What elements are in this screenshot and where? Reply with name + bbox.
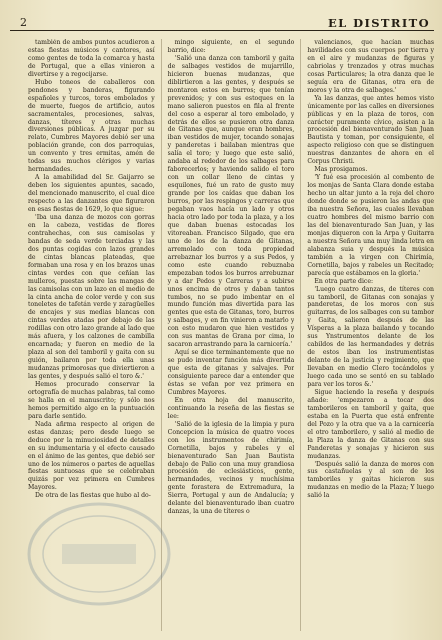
article-paragraph: En otra hoja del manuscrito, continuando la reseña de las fiestas se lee: (167, 396, 295, 420)
article-paragraph: 'Iba una danza de mozos con gorras en la cabeza, vestidas de flores contrahechas, con sus camisolas y bandas de seda verde terciadas y las dos puntas cogidas con lazos grandes de cintas blancas plateadas, que formaban una rosa y en los brazos unas cintas verdes con que ceñían las mulleros, puestas sobre las mangas de las camisolas con un lazo en el medio de la cinta ancha de color verde y con sus toneletes de tafetán verde y zaragüelles de encajes y sus medias blancas con cintas verdes atadas por debajo de las rodillas con otro lazo grande al lado que más afuera, y los calzones de cambilla encarnada; y fueron en medio de la plaza al son del tamboril y gaita con su guión, bailaron por toda ella unas mudanzas primorosas que diviertieron a las gentes, y después salió el toro &.' (28, 213, 155, 381)
article-paragraph: Ya las danzas, que antes hemos visto únicamente por las calles en diversiones públicas y en la plaza de toros, con carácter puramente cívico, asisten a la procesión del bienaventurado San Juan Bautista y toman, por consiguiente, el aspecto religioso con que se distinguen nuestras danzantes de ahora en el Corpus Christi. (307, 94, 434, 166)
article-paragraph: Sigue haciendo la reseña y después añade: 'empezaron a tocar dos tamborileros en tamboril y gaita, que estaba en la Puerta que está enfrente del Pozo y la otra que va a la carnicería el otro tamborilero, y salió al medio de la Plaza la danza de Gitanas con sus Panderetas y sonajas y hicieron sus mudanzas. (307, 388, 434, 460)
article-paragraph: 'Luego cuatro danzas, de títeres con su tamboril, de Gitanas con sonajas y panderetas, de los moros con sus guitarras, de los salbages con su tambor y Gaita, salieron después de las Vísperas a la plaza bailando y tocando sus Ynstrumentos delante de los cabildos de las hermandades y detrás de estos iban los instrumentistas delante de la justicia y regimiento, que llevaban en medio Clero tocándolos y luego cada uno se sentó en su tablado para ver los toros &.' (307, 285, 434, 388)
page-header (10, 12, 434, 31)
article-paragraph: Aquí se dice terminantemente que no se pudo inventar función más divertida que esta de gitanas y salvajes. Por consiguiente parece dar a entender que éstas se vefan por vez primera en Cumbres Mayores. (167, 349, 295, 396)
article-paragraph: valencianos, que hacían muchas havilidades con sus cuerpos por tierra y en el aire y mudanzas de figuras y cabriolas y trenzados y otras muchas cosas Particulares; la otra danza que le seguía era de Gitanas, otra era de moros y la otra de salbages.' (307, 39, 434, 94)
masthead-title: EL DISTRITO (328, 16, 430, 30)
article-paragraph: también de ambos puntos acudieron a estas fiestas músicos y cantores, así como gentes de toda la comarca y hasta de Portugal, que a ellas vinieron a divertirse y a regocijarse. (28, 39, 155, 78)
article-paragraph: mingo siguiente, en el segundo barrio, dice: (167, 39, 295, 54)
article-paragraph: 'Y fué esa procesión al combento de los monjas de Santa Clara donde estaba hecho un altar junto a la reja del choro donde donde se pusieron las andas que iba nuestra Señora, las cuales llevaban cuatro hombres del mismo barrio con las del bienaventurado San Juan, y las monjas diqueron con la Arpa y Guitarra a nuestra Señora una muy linda letra en alabanza suia y después la música también a la virgen con Chirimía, Cornetilla, bajos y rabeles un Recitado; parecía que estábamos en la gloria.' (307, 174, 434, 277)
article-paragraph: 'Salió una danza con tamboril y gaita de salbages vestidos de mujarrillo, hicieron buenas mudanzas, que diblirtieron a las gentes, y después se montaron estos en burros; que tenían prevenidos; y con sus estoques en la mano salieron puestos en fila al frente del coso a esperar al toro embolado, y detrás de ellos se pusieron otra danza de Gitanas que, aunque eran hombres, iban vestidos de mujer, tocando sonajas y panderetas i bailaban mientras que salía el toro; y luego que este salió, andaba al rededor de los salbages para faborecerlos; y haviendo salido el toro con un collar lleno de cintas y esquilones, fué un rato de gusto muy grande por los caídas que daban los burros, por las respingos y carreras que pegaban vaos hacía un lado y otros hacia otro lado por toda la plaza, y a los que daban buenas estocadas los vitoreaban. Francisco Silgado, que era uno de los de la danza de Gitanas, arremolado con toda propiedad arrebaznar los burros y a sus Pedos, y como este cuando rebuznaba empezaban todos los burros arrebuznar y a dar Pedos y Carreras y a subirse unos encima de otros y daban tantos tumbos, no se pudo imbentar en el mundo función mas divertida para las gentes que esta de Gitanas, toro, burros y salbages, y en fin vinieron a matarlo y con esto mudaron que hien vestidos y con sus mantas de Grana por cima, lo sacaron arrastrando para la carnicería.' (167, 54, 295, 349)
article-paragraph: 'Salió de la iglesia de la limpia y pura Concepcion la música de quatro voces con los instrumentos de chirimía, Cornetilla, bajos y rabeles y el bienaventurado San Juan Bautista debajo de Palio con una muy grandiosa procesión de eclesiásticos, gente, hermandades, vecinos y muchísima gente forastera de Extremadura, la Sierra, Portugal y aun de Andalucía; y delante del bienaventurado iban cuatro danzas, la una de títeres o (167, 420, 295, 516)
column-3 (300, 39, 434, 631)
column-2 (161, 39, 295, 631)
article-columns (10, 39, 434, 631)
article-paragraph: Mas prosigamos. (314, 166, 368, 174)
article-paragraph: De otra de las fiestas que hubo al do- (35, 492, 151, 500)
article-paragraph: Hubo toneos de caballeros con pendones y banderas, figurando españoles y turcos, toros embolados y de muerte, fuegos de artificio, autos sacramentales, procesiones, salvas, danzas, títeres y otras muchas diversiones públicas. A juzgar por su relato, Cumbres Mayores debió ser una población grande, con dos parroquias, un convento y tres ermitas, amén de todas sus muchos clérigos y varias hermandades. (28, 78, 155, 174)
article-paragraph: Nada añrma respecto al origen de estas danzas; pero desde luego se deduce por la minuciosidad de detalles en su indumentaria y el efecto causado en el ánimo de las gentes, que debió ser uno de los números o partes de aquellas fiestas suntuosas que se celebraban quizás por vez primera en Cumbres Mayores. (28, 420, 155, 492)
article-paragraph: A la amabilidad del Sr. Gaijarro se deben los siguientes apuntes, sacado, del mencionado manuscrito, el cual dice respecto a las danzantes que figuraron en esas fiestas de 1629, lo que sigue: (28, 174, 155, 214)
article-paragraph: 'Después salió la danza de moros con sus castañuelas y al son de los tamboriles y gaitas hicieron sus mudanzas en medio de la Plaza; Y luego salió la (307, 460, 434, 500)
column-1 (28, 39, 155, 631)
article-paragraph: Hemos procurado conservar la ortografía de muchas palabras, tal como se halla en el manuscrito; y sólo nos hemos permitido algo en la puntuación para darle sentido. (28, 380, 155, 420)
page-number: 2 (20, 16, 27, 29)
article-paragraph: En otra parte dice: (314, 277, 374, 285)
